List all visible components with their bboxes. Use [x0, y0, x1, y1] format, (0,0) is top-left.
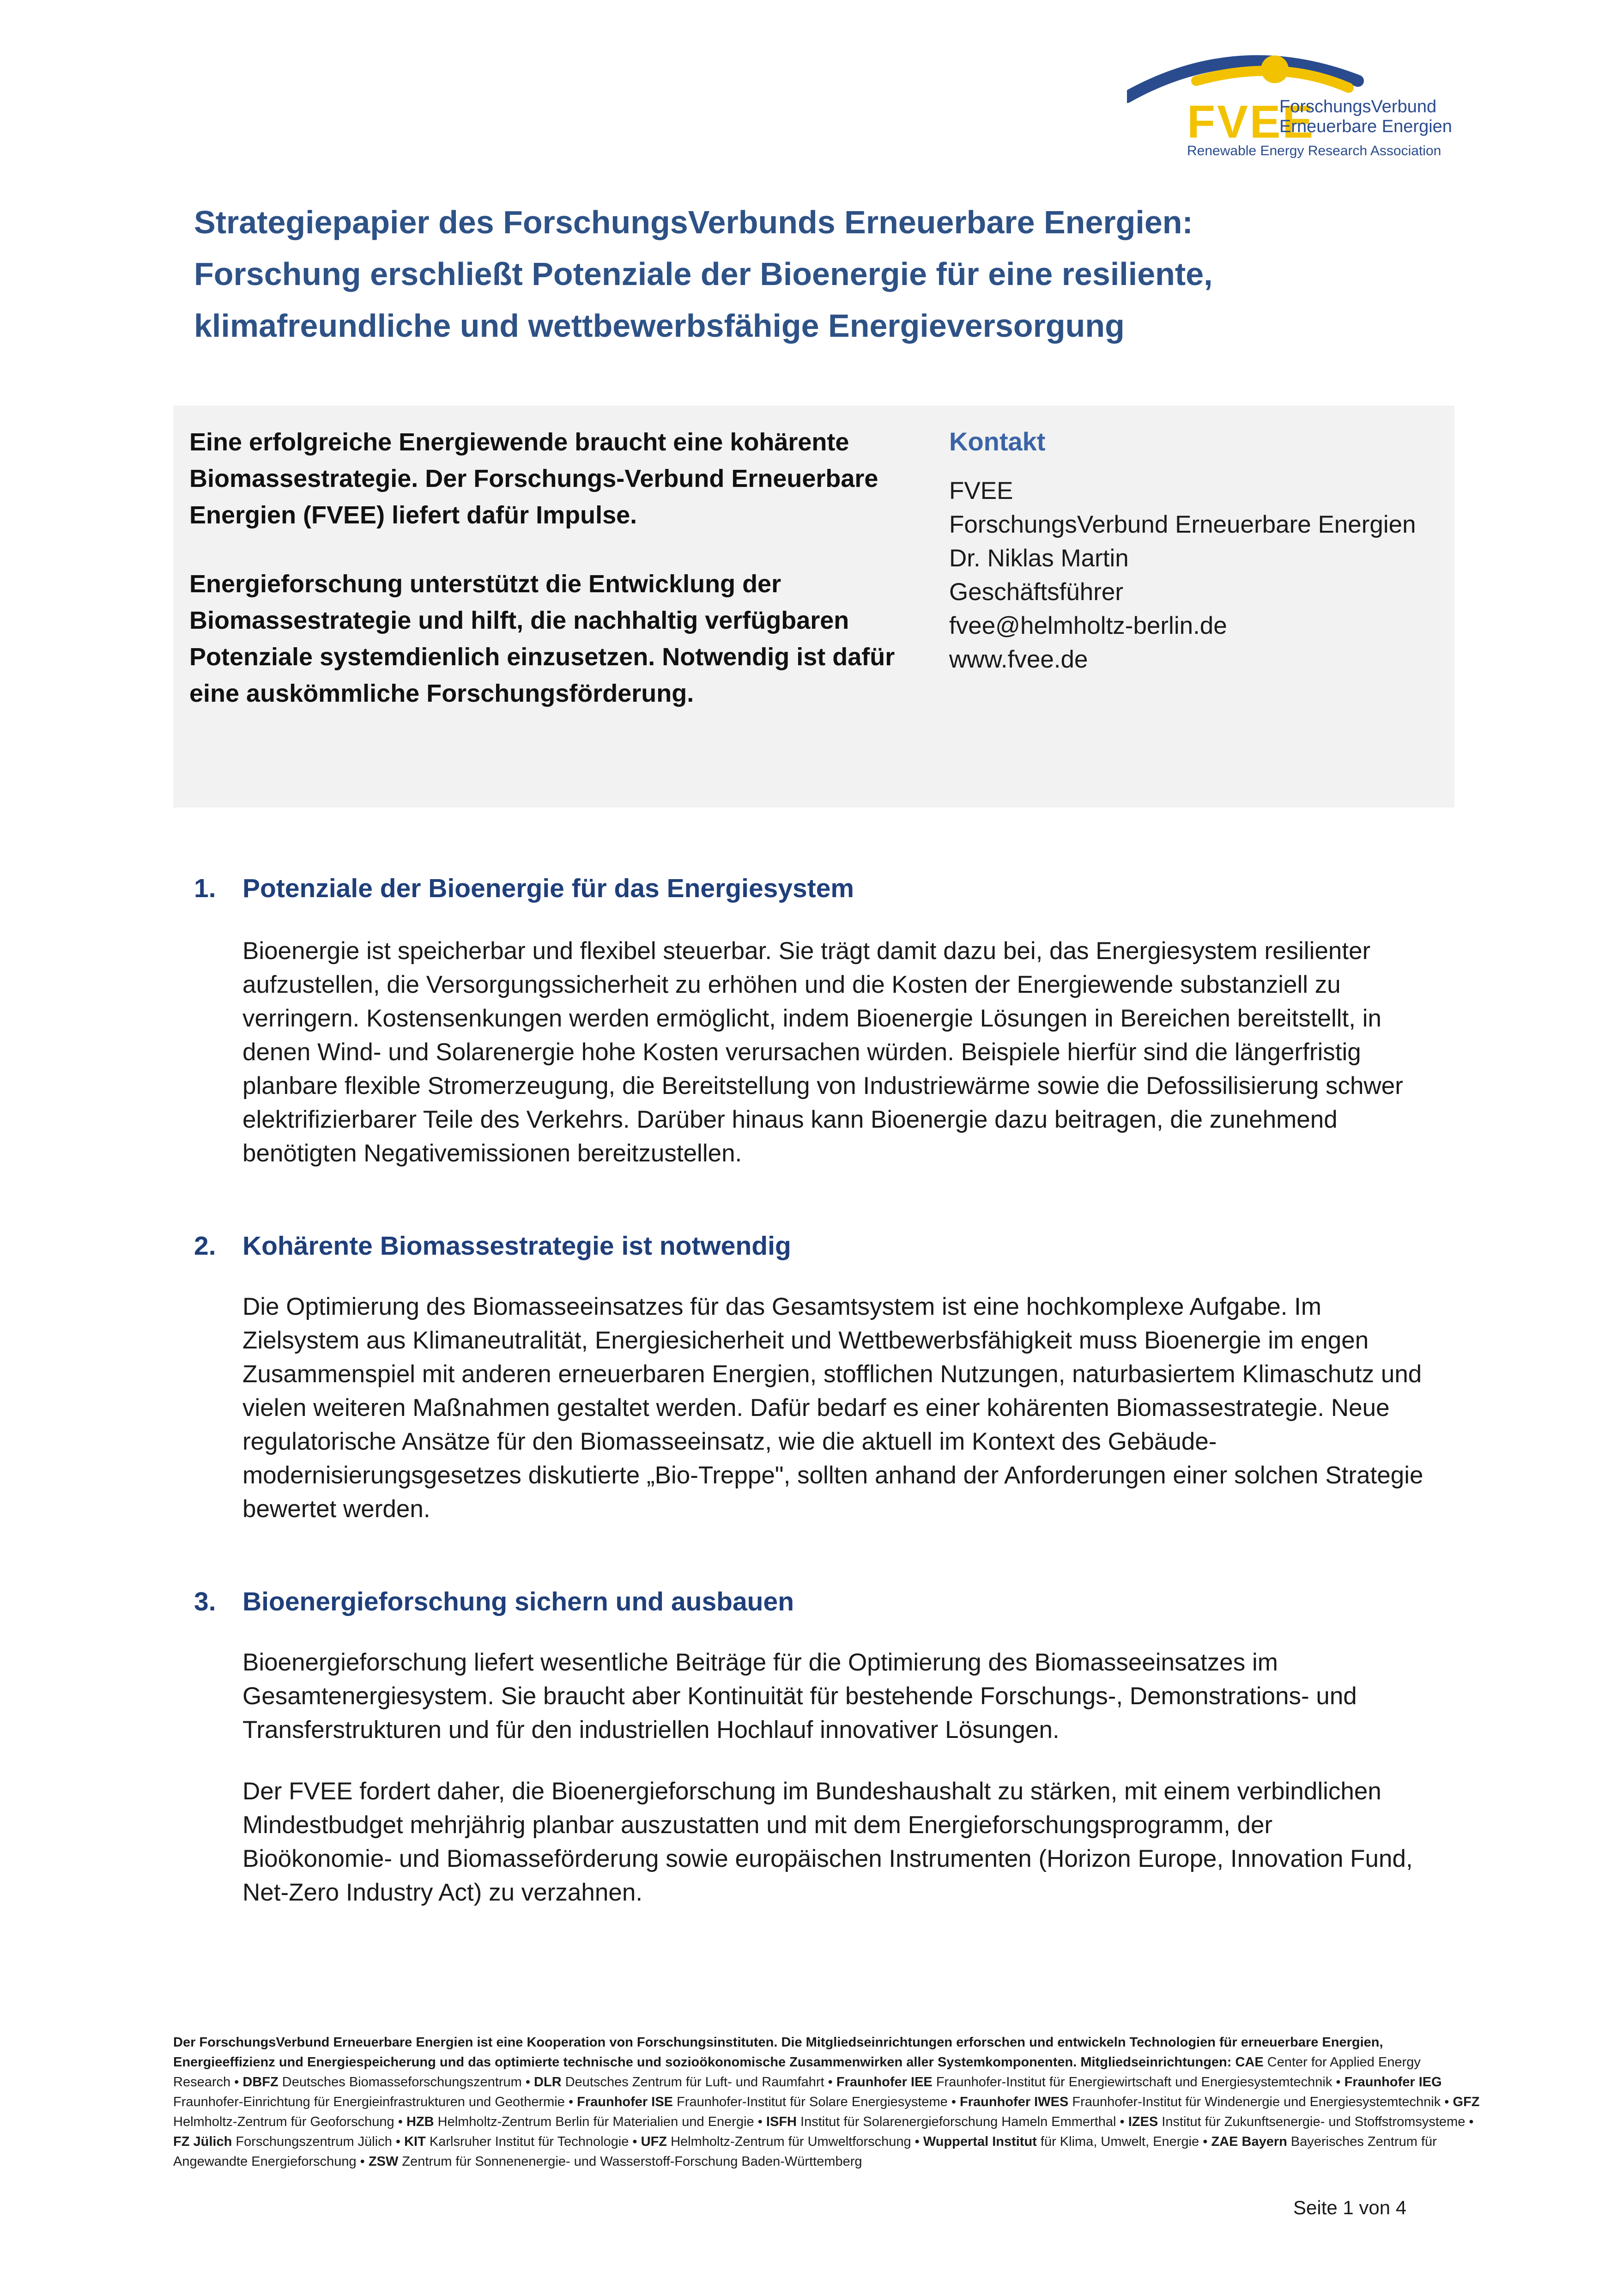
footer-member-item	[573, 2095, 956, 2109]
section-2-title: Kohärente Biomassestrategie ist notwendig	[242, 1231, 791, 1261]
contact-email-link[interactable]: fvee@helmholtz-berlin.de	[949, 612, 1227, 639]
footer-member-item	[173, 2134, 400, 2149]
footer-member-item	[637, 2134, 920, 2149]
footer-member-name: Fraunhofer-Institut für Windenergie und Energiesystemtechnik •	[1068, 2095, 1449, 2109]
section-2-body	[242, 1290, 1425, 1554]
page-title	[194, 196, 1441, 352]
section-3-paragraph-2: Der FVEE fordert daher, die Bioenergieforschung im Bundeshaushalt zu stärken, mit einem verbindlichen Mindestbudget mehrjährig planbar auszustatten und mit dem Energieforschungsprogramm, der Bioökonomie- und Biomasseförderung sowie europäischen Instrumenten (Horizon Europe, Innovation Fund, Net-Zero Industry Act) zu verzahnen.	[242, 1778, 1413, 1906]
footer-member-name: Fraunhofer-Einrichtung für Energieinfrastrukturen und Geothermie •	[173, 2095, 574, 2109]
footer-member-name: Bayerisches Zentrum für Angewandte Energieforschung •	[173, 2134, 1437, 2169]
footer-member-name: Center for Applied Energy Research •	[173, 2055, 1421, 2089]
footer-member-abbr: DBFZ	[239, 2075, 279, 2089]
section-1-heading	[194, 873, 854, 904]
logo-line-1: ForschungsVerbund	[1279, 97, 1437, 116]
footer-member-abbr: ISFH	[762, 2114, 797, 2129]
footer-member-name: Institut für Solarenergieforschung Hameln Emmerthal •	[796, 2114, 1125, 2129]
fvee-logo	[1127, 53, 1450, 164]
footer-intro: Der ForschungsVerbund Erneuerbare Energien ist eine Kooperation von Forschungsinstituten. Die Mitgliedseinrichtungen erforschen und entwickeln Technologien für erneuerbare Energien, Energieeffizienz und Energiespeicherung und das optimierte technische und sozioökonomische Zusammenwirken aller Systemkomponenten.	[173, 2035, 1383, 2070]
contact-role: Geschäftsführer	[949, 578, 1124, 606]
footer-member-item	[239, 2075, 530, 2089]
footer-member-item	[403, 2114, 763, 2129]
section-3-paragraph-1: Bioenergieforschung liefert wesentliche Beiträge für die Optimierung des Biomasseeinsatzes im Gesamtenergiesystem. Sie braucht aber Kontinuität für bestehende Forschungs-, Demonstrations- und Transferstrukturen und für den industriellen Hochlauf innovativer Lösungen.	[242, 1649, 1357, 1743]
contact-website-link[interactable]: www.fvee.de	[949, 646, 1088, 673]
section-1-paragraph-1: Bioenergie ist speicherbar und flexibel steuerbar. Sie trägt damit dazu bei, das Energiesystem resilienter aufzustellen, die Versorgungssicherheit zu erhöhen und die Kosten der Energiewende substanziell zu verringern. Kostensenkungen werden ermöglicht, indem Bioenergie Lösungen in Bereichen bereitstellt, in denen Wind- und Solarenergie hohe Kosten verursachen würden. Beispiele hierfür sind die längerfristig planbare flexible Stromerzeugung, die Bereitstellung von Industriewärme sowie die Defossilisierung schwer elektrifizierbarer Teile des Verkehrs. Darüber hinaus kann Bioenergie dazu beitragen, die zunehmend benötigten Negativemissionen bereitzustellen.	[242, 937, 1403, 1167]
footer-member-abbr: DLR	[530, 2075, 562, 2089]
title-line-3: klimafreundliche und wettbewerbsfähige Energieversorgung	[194, 308, 1125, 344]
footer-member-item	[530, 2075, 833, 2089]
footer-member-name: Zentrum für Sonnenenergie- und Wasserstoff-Forschung Baden-Württemberg	[398, 2154, 862, 2169]
logo-line-2: Erneuerbare Energien	[1279, 117, 1452, 136]
footer-member-abbr: ZAE Bayern	[1207, 2134, 1287, 2149]
contact-person: Dr. Niklas Martin	[949, 545, 1129, 572]
footer-members	[173, 2033, 1480, 2172]
page-number: Seite 1 von 4	[1293, 2197, 1407, 2218]
footer-member-name: für Klima, Umwelt, Energie •	[1036, 2134, 1208, 2149]
section-2-number: 2.	[194, 1231, 216, 1261]
footer-member-abbr: FZ Jülich	[173, 2134, 232, 2149]
footer-member-item	[1125, 2114, 1474, 2129]
section-1-body	[242, 934, 1425, 1198]
footer-member-abbr: Wuppertal Institut	[919, 2134, 1037, 2149]
footer-member-item	[400, 2134, 637, 2149]
footer-member-abbr: UFZ	[637, 2134, 667, 2149]
footer-member-abbr: ZSW	[364, 2154, 399, 2169]
summary-text	[189, 424, 910, 744]
section-3-number: 3.	[194, 1587, 216, 1616]
footer-member-item	[365, 2154, 862, 2169]
logo-acronym: FVEE	[1187, 96, 1315, 148]
summary-paragraph-2: Energieforschung unterstützt die Entwicklung der Biomassestrategie und hilft, die nachhaltig verfügbaren Potenziale systemdienlich einzusetzen. Notwendig ist dafür eine auskömmliche Forschungsförderung.	[189, 570, 895, 707]
footer-member-name: Karlsruher Institut für Technologie •	[425, 2134, 637, 2149]
footer-member-name: Fraunhofer-Institut für Energiewirtschaft und Energiesystemtechnik •	[932, 2075, 1341, 2089]
footer-member-abbr: CAE	[1235, 2055, 1264, 2070]
footer-member-name: Deutsches Biomasseforschungszentrum •	[278, 2075, 530, 2089]
section-3-title: Bioenergieforschung sichern und ausbauen	[242, 1587, 794, 1616]
footer-member-item	[956, 2095, 1449, 2109]
footer-member-abbr: Fraunhofer ISE	[573, 2095, 673, 2109]
footer-member-name: Institut für Zukunftsenergie- und Stoffstromsysteme •	[1158, 2114, 1474, 2129]
title-line-1: Strategiepapier des ForschungsVerbunds Erneuerbare Energien:	[194, 204, 1193, 240]
contact-heading: Kontakt	[949, 427, 1046, 456]
section-2-heading	[194, 1231, 791, 1261]
contact-org-short: FVEE	[949, 477, 1013, 504]
section-3-body	[242, 1646, 1425, 1937]
footer-member-abbr: IZES	[1124, 2114, 1158, 2129]
section-3-heading	[194, 1586, 794, 1617]
footer-member-abbr: GFZ	[1449, 2095, 1480, 2109]
footer-member-item	[763, 2114, 1125, 2129]
footer-member-abbr: Fraunhofer IWES	[956, 2095, 1069, 2109]
contact-org-name: ForschungsVerbund Erneuerbare Energien	[949, 511, 1416, 538]
summary-box	[173, 406, 1454, 808]
section-1-title: Potenziale der Bioenergie für das Energiesystem	[242, 874, 854, 903]
footer-member-abbr: Fraunhofer IEE	[832, 2075, 933, 2089]
footer-member-name: Helmholtz-Zentrum für Geoforschung •	[173, 2114, 403, 2129]
footer-member-name: Helmholtz-Zentrum für Umweltforschung •	[667, 2134, 920, 2149]
logo-subtitle: Renewable Energy Research Association	[1187, 143, 1441, 158]
footer-member-name: Forschungszentrum Jülich •	[232, 2134, 401, 2149]
footer-member-name: Fraunhofer-Institut für Solare Energiesysteme •	[673, 2095, 956, 2109]
footer-member-item	[920, 2134, 1208, 2149]
footer-member-name: Deutsches Zentrum für Luft- und Raumfahrt •	[561, 2075, 833, 2089]
footer-member-name: Helmholtz-Zentrum Berlin für Materialien und Energie •	[434, 2114, 763, 2129]
footer-member-abbr: KIT	[400, 2134, 426, 2149]
contact-block	[949, 423, 1439, 676]
footer-members-label: Mitgliedseinrichtungen:	[1080, 2055, 1232, 2070]
title-line-2: Forschung erschließt Potenziale der Bioenergie für eine resiliente,	[194, 256, 1213, 292]
section-2-paragraph-1: Die Optimierung des Biomasseeinsatzes für das Gesamtsystem ist eine hochkomplexe Aufgabe. Im Zielsystem aus Klimaneutralität, Energiesicherheit und Wettbewerbsfähigkeit muss Bioenergie im engen Zusammenspiel mit anderen erneuerbaren Energien, stofflichen Nutzungen, naturbasiertem Klimaschutz und vielen weiteren Maßnahmen gestaltet werden. Dafür bedarf es einer kohärenten Biomassestrategie. Neue regulatorische Ansätze für den Biomasseeinsatz, wie die aktuell im Kontext des Gebäude-modernisierungsgesetzes diskutierte „Bio-Treppe", sollten anhand der Anforderungen einer solchen Strategie bewertet werden.	[242, 1293, 1423, 1523]
footer-member-abbr: Fraunhofer IEG	[1340, 2075, 1442, 2089]
footer-member-abbr: HZB	[402, 2114, 434, 2129]
section-1-number: 1.	[194, 874, 216, 903]
footer-member-list	[173, 2055, 1480, 2169]
footer-member-item	[833, 2075, 1341, 2089]
summary-paragraph-1: Eine erfolgreiche Energiewende braucht eine kohärente Biomassestrategie. Der Forschungs-Verbund Erneuerbare Energien (FVEE) liefert dafür Impulse.	[189, 428, 878, 529]
